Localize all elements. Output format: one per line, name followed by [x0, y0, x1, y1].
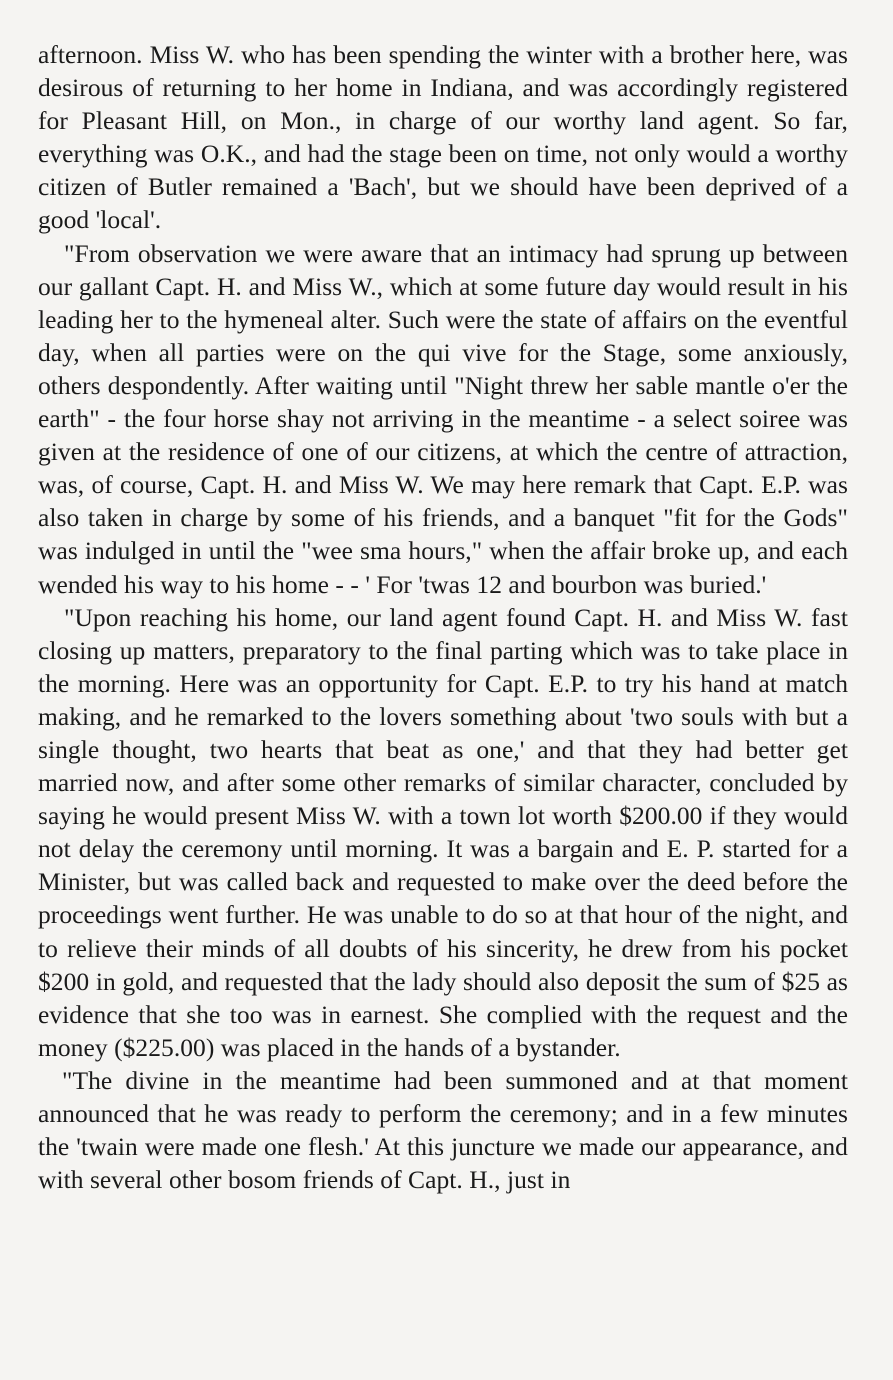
- body-text: [38, 38, 848, 1196]
- paragraph-3: "Upon reaching his home, our land agent found Capt. H. and Miss W. fast closing up matters, preparatory to the final parting which was to take place in the morning. Here was an opportunity for Capt. E.P. to try his hand at match making, and he remarked to the lovers something about 'two souls with but a single thought, two hearts that beat as one,' and that they had better get married now, and after some other remarks of similar character, concluded by saying he would present Miss W. with a town lot worth $200.00 if they would not delay the ceremony until morning. It was a bargain and E. P. started for a Minister, but was called back and requested to make over the deed before the proceedings went further. He was unable to do so at that hour of the night, and to relieve their minds of all doubts of his sincerity, he drew from his pocket $200 in gold, and requested that the lady should also deposit the sum of $25 as evidence that she too was in earnest. She complied with the request and the money ($225.00) was placed in the hands of a bystander.: [38, 602, 848, 1062]
- paragraph-4: "The divine in the meantime had been summoned and at that moment announced that he was ready to perform the ceremony; and in a few minutes the 'twain were made one flesh.' At this juncture we made our appearance, and with several other bosom friends of Capt. H., just in: [38, 1065, 848, 1195]
- paragraph-2: "From observation we were aware that an intimacy had sprung up between our gallant Capt. H. and Miss W., which at some future day would result in his leading her to the hymeneal alter. Such were the state of affairs on the eventful day, when all parties were on the qui vive for the Stage, some anxiously, others despondently. After waiting until "Night threw her sable mantle o'er the earth" - the four horse shay not arriving in the meantime - a select soiree was given at the residence of one of our citizens, at which the centre of attraction, was, of course, Capt. H. and Miss W. We may here remark that Capt. E.P. was also taken in charge by some of his friends, and a banquet "fit for the Gods" was indulged in until the "wee sma hours," when the affair broke up, and each wended his way to his home - - ' For 'twas 12 and bourbon was buried.': [38, 238, 848, 599]
- paragraph-1: afternoon. Miss W. who has been spending the winter with a brother here, was desirous of returning to her home in Indiana, and was accordingly registered for Pleasant Hill, on Mon., in charge of our worthy land agent. So far, everything was O.K., and had the stage been on time, not only would a worthy citizen of Butler remained a 'Bach', but we should have been deprived of a good 'local'.: [38, 40, 848, 235]
